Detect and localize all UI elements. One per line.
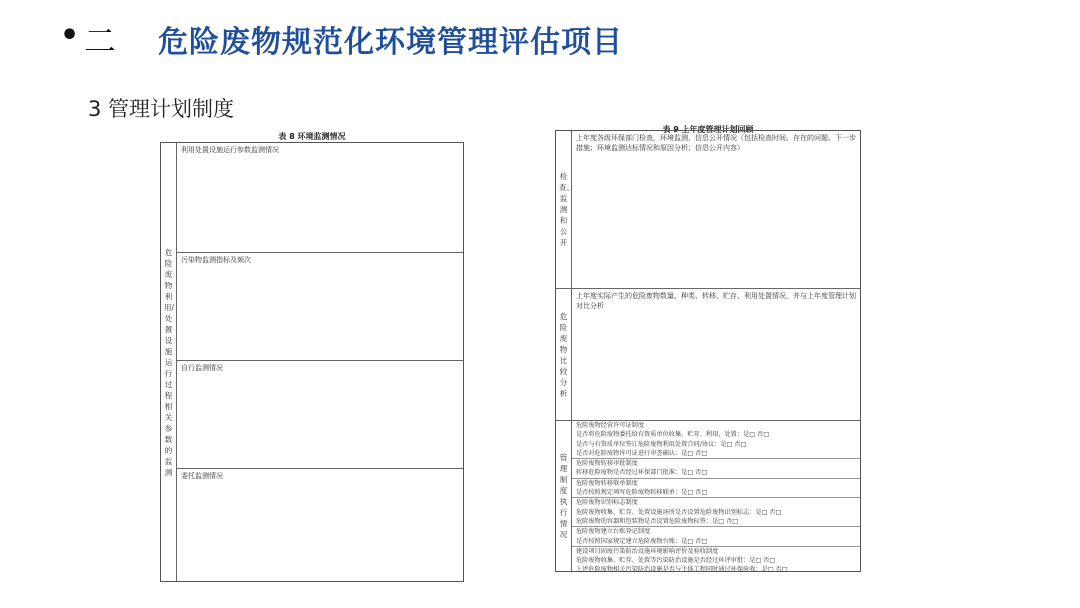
table9-section-label: 危险废物比较分析 — [559, 311, 568, 398]
table9-section-text: 上年度各级环保部门检查、环境监测、信息公开情况（包括检查时间、存在的问题、下一步措施；环境监测达标情况和原因分析；信息公开内容） — [572, 131, 860, 289]
table9-section-text: 上年度实际产生的危险废物数量、种类、转移、贮存、利用处置情况，并与上年度管理计划对比分析 — [572, 289, 860, 421]
checklist-item: 危险废物收集、贮存、处置设施场所是否设置危险废物识别标志：是□ 否□ — [576, 508, 782, 516]
table8-caption: 表 8 环境监测情况 — [278, 132, 346, 141]
page-title: 危险废物规范化环境管理评估项目 — [158, 25, 623, 60]
table8-row: 污染物监测指标及频次 — [177, 253, 463, 361]
section-subtitle: 3 管理计划制度 — [88, 97, 235, 121]
table9-label-cell — [556, 421, 572, 571]
table8-row: 利用处置设施运行参数监测情况 — [177, 143, 463, 253]
section-number: 二 — [84, 22, 117, 60]
checklist-item: 危险废物建立台账登记制度 — [576, 528, 651, 536]
checklist-item: 上述危险废物相关污染防治设施是否与主体工程同时通过环保验收：是□ 否□ — [576, 566, 788, 574]
bullet-glyph: • — [60, 18, 80, 53]
checklist-item: 是否与有资质单位签订危险废物利用处置合同/协议：是□ 否□ — [576, 440, 747, 448]
table9-label-cell — [556, 289, 572, 421]
checklist-item: 危险废物收集、贮存、处置等污染防治设施是否经过环评审批：是□ 否□ — [576, 557, 776, 565]
table8-side-label-cell — [161, 143, 177, 581]
table9-checklist — [572, 421, 860, 574]
checklist-item: 转移危险废物是否经过环保部门批准：是□ 否□ — [572, 468, 860, 478]
table8-side-label: 危险废物利用/处置设施运行过程相关参数的监测 — [164, 247, 175, 477]
table9-label-cell — [556, 131, 572, 289]
table9-caption: 表 9 上年度管理计划回顾 — [662, 125, 754, 134]
checklist-item: 危险废物转移联单制度 — [576, 479, 638, 487]
checklist-item: 建设项目固废污染防治设施环境影响评价及验收制度 — [576, 547, 719, 555]
table8-row: 委托监测情况 — [181, 472, 223, 480]
table9-section-label: 管理制度执行情况 — [559, 453, 568, 539]
checklist-item: 危险废物的容器和包装物是否设置危险废物标签：是□ 否□ — [572, 517, 860, 527]
checklist-item: 危险废物经营许可证制度 — [576, 422, 645, 429]
checklist-item: 危险废物识别标志制度 — [576, 499, 638, 507]
checklist-item: 危险废物转移审批制度 — [576, 460, 638, 468]
table9 — [555, 130, 861, 572]
checklist-item: 是否将危险废物委托给有资质单位收集、贮存、利用、处置：是□ 否□ — [576, 431, 770, 439]
table8 — [160, 142, 464, 582]
checklist-item: 是否对危险废物许可证进行审查确认：是□ 否□ — [572, 449, 860, 459]
checklist-item: 是否按照规定填写危险废物转移联单：是□ 否□ — [572, 488, 860, 498]
checklist-item: 是否按照国家规定建立危险废物台账：是□ 否□ — [572, 537, 860, 547]
table9-section-label: 检查、监测和公开 — [559, 172, 574, 247]
table8-row: 自行监测情况 — [177, 361, 463, 469]
